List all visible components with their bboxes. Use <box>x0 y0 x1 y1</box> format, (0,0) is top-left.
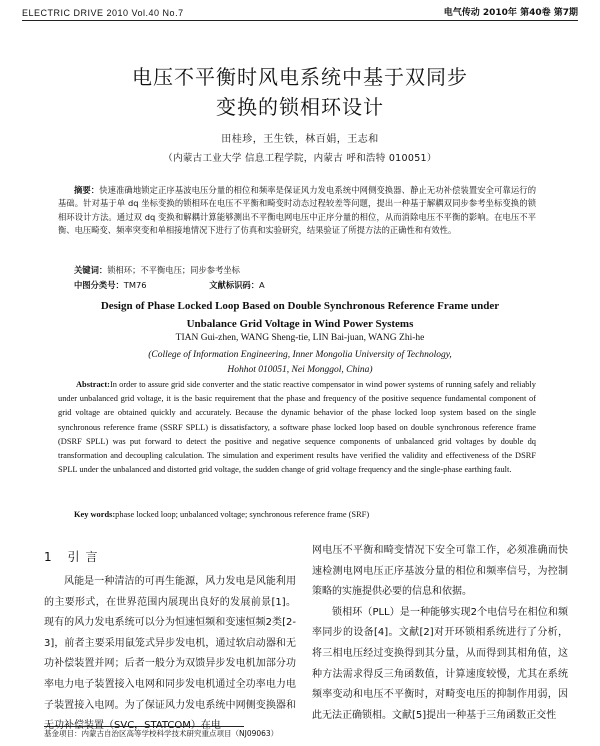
keywords-cn <box>74 264 240 276</box>
authors-en: TIAN Gui-zhen, WANG Sheng-tie, LIN Bai-juan, WANG Zhi-he <box>175 333 425 343</box>
affiliation-cn: （内蒙古工业大学 信息工程学院，内蒙古 呼和浩特 010051） <box>163 153 437 164</box>
footnote-rule <box>44 726 244 727</box>
doc-code: A <box>259 280 265 290</box>
abstract-en-text: In order to assure grid side converter and the static reactive compensator in wind power systems of running safely and reliably under unbalanced grid voltage, it is the basic requirement that the phase and frequency of the positive sequence fundamental component of grid voltage are obtained quickly and accurately. Because the dynamic behavior of the phase locked loop system based on the single synchronous reference frame (SSRF SPLL) is dissatisfactory, a software phase locked loop based on double synchronous reference frame (DSRF SPLL) was put forward to detect the positive and negative sequence components of unbalanced grid voltages by double dq transformation and decoupling calculation. The simulation and experiment results have verified the validity and effectiveness of the DSRF SPLL under the unbalanced and distorted grid voltage, the sudden change of grid voltage frequency and the single-phase earthing fault. <box>58 380 536 475</box>
clc-code: TM76 <box>123 280 147 290</box>
body-right-paragraph-1: 网电压不平衡和畸变情况下安全可靠工作，必须准确而快速检测电网电压正序基波分量的相位和频率信号，为控制策略的实施提供必要的信息和依据。 <box>312 545 568 598</box>
abstract-en-label: Abstract: <box>76 380 110 389</box>
clc-label: 中图分类号： <box>74 280 124 290</box>
running-header <box>22 6 578 21</box>
abstract-cn <box>58 184 536 238</box>
body-right-paragraph-2: 锁相环（PLL）是一种能够实现2个电信号在相位和频率同步的设备[4]。文献[2]对开环锁相系统进行了分析，将三相电压经过变换得到其分量，从而得到其相角值，这种方法需求得反三角函数值，计算速度较慢，尤其在系统频率变动和电压不平衡时，对畸变电压的抑制作用弱，因此无法正确锁相。文献[5]提出一种基于三角函数正交性 <box>312 606 568 721</box>
classification-line <box>74 279 265 291</box>
abstract-cn-text: 快速准确地锁定正序基波电压分量的相位和频率是保证风力发电系统中网侧变换器、静止无功补偿装置安全可靠运行的基础。针对基于单 dq 坐标变换的锁相环在电压不平衡和畸变时动态过程较差等问题，提出一种基于解耦双同步参考坐标变换的锁相环设计方法。通过双 dq 变换和解耦计算能够测出不平衡电网电压中正序分量的相位，从而消除电压不平衡的影响。在电压不平衡、电压畸变、频率突变和单相接地情况下进行了仿真和实验研究，结果验证了所提方法的正确性和有效性。 <box>58 185 536 236</box>
title-line-2: 变换的锁相环设计 <box>216 95 384 119</box>
title-line-1: 电压不平衡时风电系统中基于双同步 <box>132 65 468 89</box>
funding-footnote: 基金项目：内蒙古自治区高等学校科学技术研究重点项目（NJ09063） <box>44 729 279 738</box>
title-en-line-2: Unbalance Grid Voltage in Wind Power Systems <box>186 318 414 330</box>
affiliation-en <box>0 348 600 378</box>
authors-cn: 田桂珍，王生铁，林百娟，王志和 <box>221 134 379 145</box>
body-column-left: 风能是一种清洁的可再生能源，风力发电是风能利用的主要形式，在世界范围内展现出良好的发展前景[1]。现有的风力发电系统可以分为恒速恒频和变速恒频2类[2-3]，前者主要采用鼠笼式异步发电机，通过软启动器和无功补偿装置并网；后者一般分为双馈异步发电机加部分功率电力电子装置接入电网和同步发电机通过全功率电力电子装置接入电网。为了保证风力发电系统中网侧变换器和无功补偿装置（SVC，STATCOM）在电 <box>44 576 296 732</box>
affiliation-en-line-1: (College of Information Engineering, Inner Mongolia University of Technology, <box>148 350 452 360</box>
keywords-cn-label: 关键词： <box>74 265 108 275</box>
keywords-en-text: phase locked loop; unbalanced voltage; synchronous reference frame (SRF) <box>115 510 370 519</box>
paper-title-cn <box>40 62 560 122</box>
abstract-cn-label: 摘要： <box>74 185 100 195</box>
paper-title-en <box>60 297 540 333</box>
section-heading <box>44 548 103 565</box>
journal-header-en: ELECTRIC DRIVE 2010 Vol.40 No.7 <box>22 8 184 18</box>
abstract-en <box>58 378 536 477</box>
section-number: 1 <box>44 550 58 564</box>
affiliation-en-line-2: Hohhot 010051, Nei Monggol, China) <box>227 365 373 375</box>
section-title: 引言 <box>67 550 104 564</box>
journal-header-cn: 电气传动 2010年 第40卷 第7期 <box>443 8 578 18</box>
body-column-right <box>312 541 568 726</box>
keywords-en-label: Key words: <box>74 510 116 519</box>
keywords-en <box>74 510 540 519</box>
keywords-cn-text: 锁相环；不平衡电压；同步参考坐标 <box>107 265 240 275</box>
doc-code-label: 文献标识码： <box>209 280 260 290</box>
title-en-line-1: Design of Phase Locked Loop Based on Double Synchronous Reference Frame under <box>100 300 500 312</box>
